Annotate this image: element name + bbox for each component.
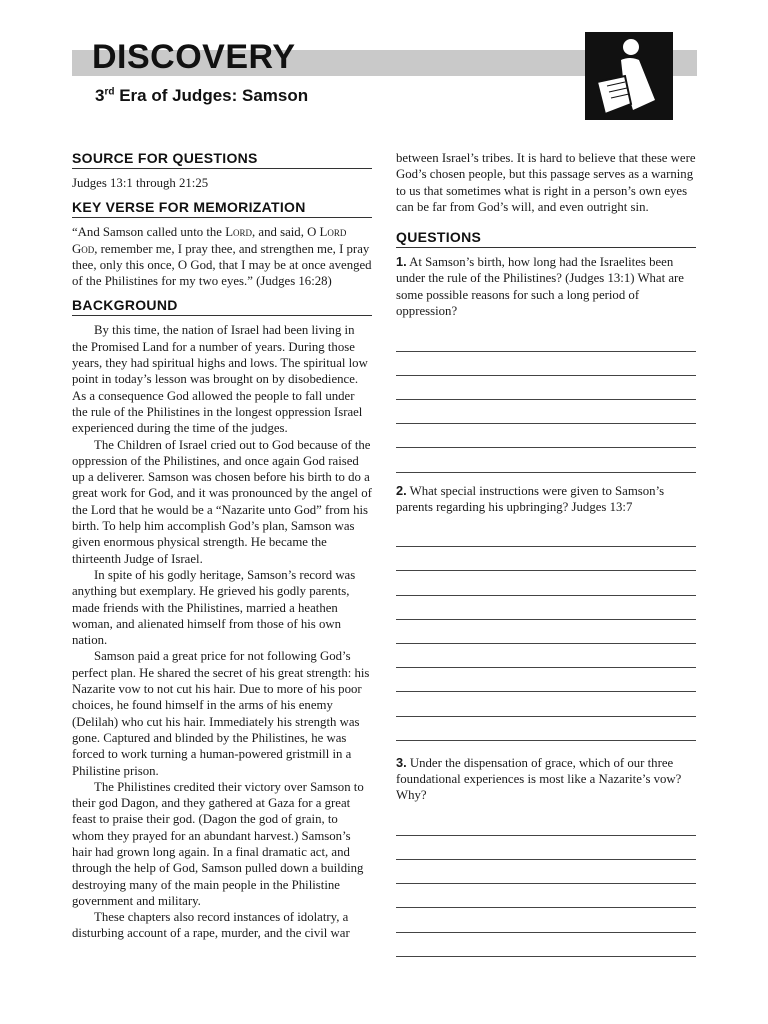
source-text: Judges 13:1 through 21:25 (72, 176, 209, 190)
key-verse-text (72, 224, 372, 289)
page-title: DISCOVERY (92, 38, 296, 76)
subtitle-ordinal: 3 (95, 86, 105, 105)
answer-line[interactable] (396, 717, 696, 741)
question-body: What special instructions were given to Samson’s parents regarding his upbringing? Judges 13:7 (396, 483, 665, 514)
background-paragraph: Samson paid a great price for not following God’s perfect plan. He shared the secret of his great strength: his Nazarite vow to not cut his hair. Due to more of his poor choices, he found himself in the arms of his enemy (Delilah) who cut his hair. Immediately his strength was gone. Captured and blinded by the Philistines, he was forced to work turning a human-powered gristmill in a Philistine prison. (72, 649, 370, 778)
reading-person-icon (585, 32, 673, 120)
answer-line[interactable] (396, 668, 696, 692)
background-paragraph: In spite of his godly heritage, Samson’s record was anything but exemplary. He grieved his godly parents, made friends with the Philistines, married a heathen woman, and alienated himself from those of his own nation. (72, 567, 356, 648)
key-verse-lord: Lord (319, 225, 347, 240)
key-verse-part: , remember me, I pray thee, and strengthen me, I pray thee, only this once, O God, that I may be at once avenged of the Philistines for my two eyes.” (Judges 16:28) (72, 241, 372, 289)
background-paragraph: These chapters also record instances of idolatry, a disturbing account of a rape, murder, and the civil war (72, 910, 350, 941)
answer-line[interactable] (396, 523, 696, 547)
question-number: 2. (396, 482, 407, 498)
answer-line[interactable] (396, 547, 696, 571)
answer-line[interactable] (396, 908, 696, 932)
answer-line[interactable] (396, 424, 696, 448)
subtitle-ordinal-suffix: rd (104, 86, 115, 98)
key-verse-part: , and said, O (252, 225, 320, 240)
question-text (396, 254, 696, 319)
answer-line[interactable] (396, 692, 696, 716)
right-column (396, 150, 696, 957)
answer-line[interactable] (396, 812, 696, 836)
question-number: 3. (396, 754, 407, 770)
background-heading: BACKGROUND (72, 297, 372, 316)
question-text (396, 755, 696, 804)
answer-line[interactable] (396, 836, 696, 860)
answer-line[interactable] (396, 571, 696, 595)
key-verse-part: “And Samson called unto the (72, 225, 226, 240)
lesson-subtitle (95, 86, 308, 106)
answer-line[interactable] (396, 327, 696, 351)
answer-lines (396, 327, 696, 472)
key-verse-god: God (72, 241, 95, 256)
background-continuation: between Israel’s tribes. It is hard to believe that these were God’s chosen people, but this passage serves as a warning to us that sometimes what is right in a person’s own eyes can be far from God’s will, and even outright sin. (396, 151, 696, 214)
question-2 (396, 483, 696, 741)
answer-line[interactable] (396, 884, 696, 908)
key-verse-heading: KEY VERSE FOR MEMORIZATION (72, 199, 372, 218)
answer-lines (396, 523, 696, 741)
question-body: At Samson’s birth, how long had the Israelites been under the rule of the Philistines? (Judges 13:1) What are some possible reasons for such a long period of oppression? (396, 255, 684, 319)
question-body: Under the dispensation of grace, which of our three foundational experiences is most like a Nazarite’s vow? Why? (396, 755, 682, 803)
question-text (396, 483, 696, 516)
question-1 (396, 254, 696, 472)
answer-line[interactable] (396, 352, 696, 376)
answer-line[interactable] (396, 448, 696, 472)
answer-line[interactable] (396, 596, 696, 620)
question-3 (396, 755, 696, 957)
answer-line[interactable] (396, 933, 696, 957)
background-paragraph: The Children of Israel cried out to God because of the oppression of the Philistines, and once again God raised up a deliverer. Samson was chosen before his birth to do a great work for God, and it was pronounced by the angel of the Lord that he would be a “Nazarite unto God” from his birth. To help him accomplish God’s plan, Samson was given enormous physical strength. He became the thirteenth Judge of Israel. (72, 437, 372, 566)
answer-line[interactable] (396, 620, 696, 644)
answer-line[interactable] (396, 644, 696, 668)
answer-line[interactable] (396, 400, 696, 424)
background-paragraph: By this time, the nation of Israel had been living in the Promised Land for a number of years. During those years, they had spiritual highs and lows. The spiritual low point in today’s lesson was brought on by disobedience. As a consequence God allowed the people to fall under the rule of the Philistines in the longest oppression Israel experienced during the time of the judges. (72, 323, 368, 436)
source-heading: SOURCE FOR QUESTIONS (72, 150, 372, 169)
answer-line[interactable] (396, 860, 696, 884)
left-column (72, 150, 372, 942)
key-verse-lord: Lord (225, 225, 253, 240)
answer-lines (396, 812, 696, 957)
subtitle-text: Era of Judges: Samson (114, 86, 309, 105)
background-paragraph: The Philistines credited their victory over Samson to their god Dagon, and they gathered at Gaza for a great feast to praise their god. (Dagon the god of grain, to whom they prayed for an abundant harvest.) Samson’s hair had grown long again. In a final dramatic act, and through the help of God, Samson pulled down a building destroying many of the main people in the Philistine government and military. (72, 779, 364, 908)
question-number: 1. (396, 254, 407, 270)
answer-line[interactable] (396, 376, 696, 400)
questions-heading: QUESTIONS (396, 229, 696, 248)
